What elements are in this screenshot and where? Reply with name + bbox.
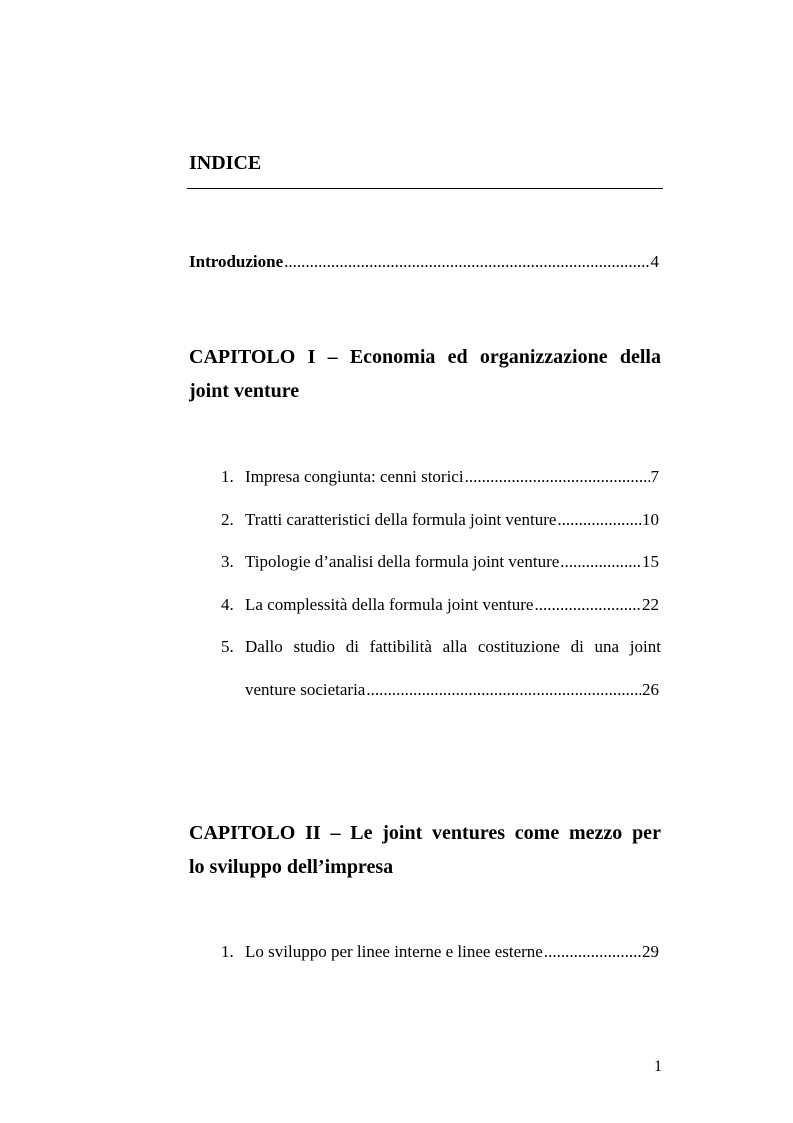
toc-entry-number: 2.	[221, 510, 234, 529]
toc-entry[interactable]	[221, 550, 659, 574]
toc-entry-number: 3.	[221, 552, 234, 571]
label-word: alla	[442, 637, 468, 656]
dot-leader	[534, 593, 641, 617]
label-word: joint	[629, 637, 661, 656]
title-word: Economia	[349, 346, 436, 368]
toc-entry-number: 5.	[221, 637, 234, 656]
title-word: mezzo	[568, 822, 623, 844]
chapter-2-title-line2: lo sviluppo dell’impresa	[189, 856, 394, 878]
title-word: I	[307, 346, 316, 368]
toc-entry[interactable]	[221, 940, 659, 964]
label-word: Dallo	[245, 637, 283, 656]
chapter-2-title-line1	[189, 816, 661, 850]
title-word: ventures	[432, 822, 505, 844]
title-word: Le	[350, 822, 373, 844]
page-number: 1	[654, 1058, 662, 1075]
toc-entry[interactable]	[221, 593, 659, 617]
dot-leader	[544, 940, 641, 964]
title-word: II	[305, 822, 321, 844]
toc-entry[interactable]	[221, 465, 659, 489]
toc-entry-number: 4.	[221, 595, 234, 614]
title-word: joint	[382, 822, 423, 844]
title-word: CAPITOLO	[189, 822, 296, 844]
toc-entry-label: Tratti caratteristici della formula joint venture	[245, 510, 557, 529]
toc-entry-introduction[interactable]	[189, 250, 659, 274]
toc-entry-label: La complessità della formula joint venture	[245, 595, 534, 614]
title-word: come	[514, 822, 560, 844]
toc-entry-continuation[interactable]	[245, 678, 659, 702]
chapter-2-heading[interactable]	[189, 816, 661, 884]
toc-entry-page: 29	[642, 942, 659, 961]
toc-entry-page: 26	[642, 680, 659, 699]
toc-entry-label: Lo sviluppo per linee interne e linee esterne	[245, 942, 543, 961]
title-word: per	[632, 822, 661, 844]
toc-entry-label: Tipologie d’analisi della formula joint venture	[245, 552, 560, 571]
label-word: fattibilità	[369, 637, 432, 656]
toc-entry-label: Introduzione	[189, 252, 284, 271]
toc-entry-label: Impresa congiunta: cenni storici	[245, 467, 464, 486]
title-word: organizzazione	[479, 346, 608, 368]
title-word: –	[330, 822, 341, 844]
toc-entry-page: 4	[650, 252, 659, 271]
dot-leader	[557, 508, 641, 532]
toc-entry[interactable]	[221, 508, 659, 532]
toc-entry-page: 22	[642, 595, 659, 614]
label-word: di	[570, 637, 584, 656]
dot-leader	[465, 465, 650, 489]
toc-entry-page: 10	[642, 510, 659, 529]
label-word: costituzione	[477, 637, 560, 656]
label-word: di	[345, 637, 359, 656]
title-word: della	[619, 346, 661, 368]
toc-entry-page: 15	[642, 552, 659, 571]
toc-entry-number: 1.	[221, 467, 234, 486]
toc-entry-label: venture societaria	[245, 680, 366, 699]
dot-leader	[560, 550, 641, 574]
title-divider	[187, 188, 663, 189]
page-title: INDICE	[189, 152, 262, 174]
title-word: ed	[447, 346, 468, 368]
chapter-1-heading[interactable]	[189, 340, 661, 408]
chapter-1-title-line2: joint venture	[189, 380, 300, 402]
toc-entry-page: 7	[650, 467, 659, 486]
label-word: studio	[293, 637, 336, 656]
dot-leader	[366, 678, 641, 702]
toc-entry-label	[245, 635, 661, 659]
toc-entry-number: 1.	[221, 942, 234, 961]
title-word: CAPITOLO	[189, 346, 296, 368]
toc-entry[interactable]	[221, 635, 661, 659]
dot-leader	[284, 250, 649, 274]
title-word: –	[327, 346, 338, 368]
chapter-1-title-line1	[189, 340, 661, 374]
label-word: una	[594, 637, 620, 656]
